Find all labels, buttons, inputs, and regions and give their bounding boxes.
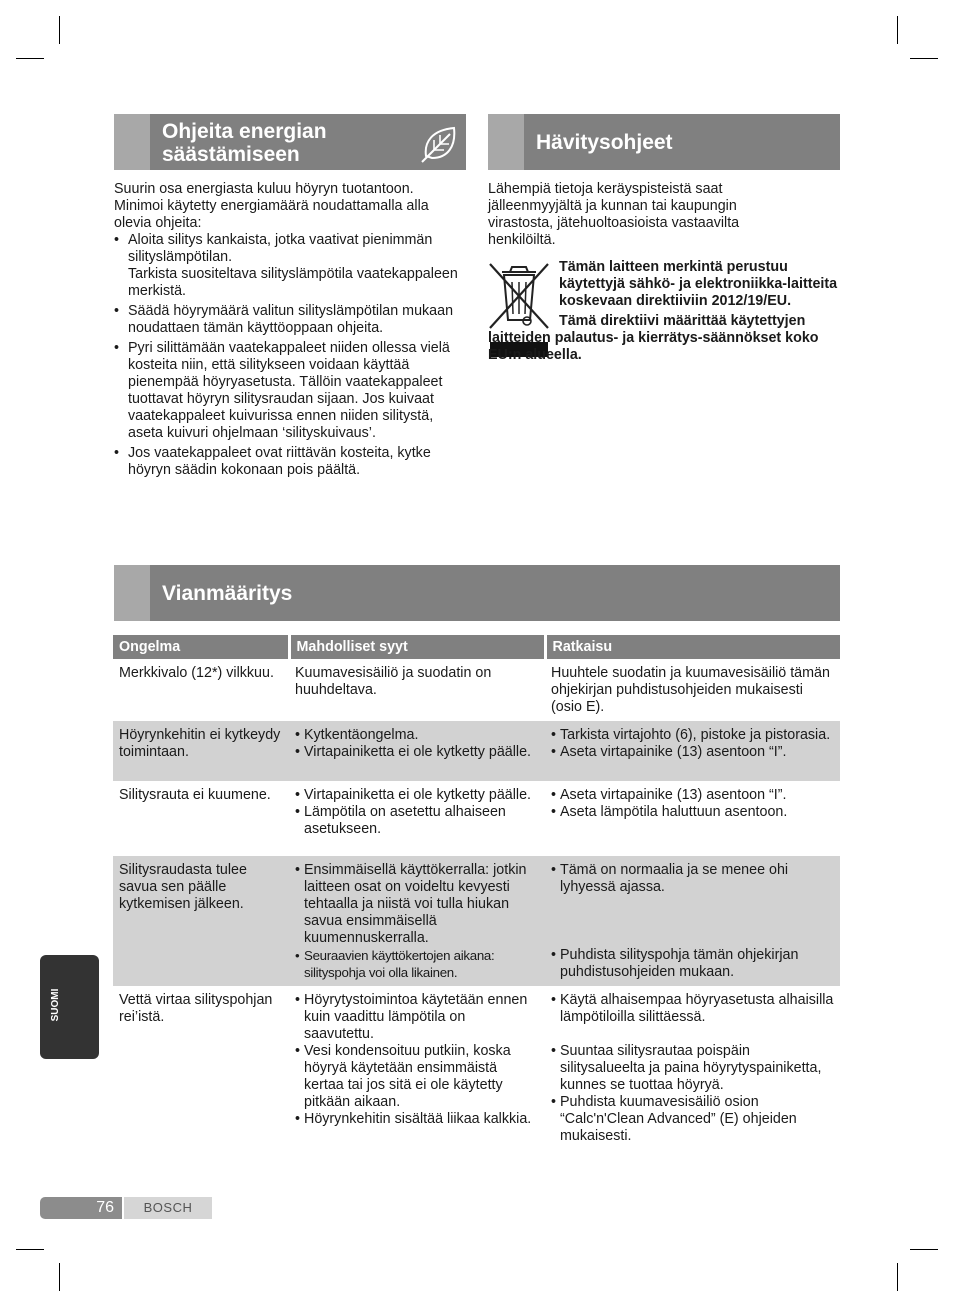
causes-cell (289, 781, 545, 856)
list-item: • Jos vaatekappaleet ovat riittävän kosteita, kytke höyryn säädin kokonaan pois päältä. (114, 445, 466, 479)
language-label: SUOMI (50, 988, 61, 1022)
page-number: 76 (40, 1197, 122, 1219)
weee-paragraph-1: Tämän laitteen merkintä perustuu käytettyjä sähkö- ja elektroniikka-laitteita koskevaan direktiiviin 2012/19/EU. (559, 259, 838, 309)
list-item: • Aseta lämpötila haluttuun asentoon. (551, 804, 834, 821)
solutions-list (551, 787, 834, 821)
causes-cell (289, 721, 545, 781)
energy-section-title (162, 120, 327, 166)
problem-cell: Vettä virtaa silityspohjan rei’istä. (119, 992, 273, 1025)
causes-cell (289, 986, 545, 1150)
list-item: • Seuraavien käyttökertojen aikana: silityspohja voi olla likainen. (295, 947, 539, 981)
solutions-list (551, 727, 834, 761)
list-item: • Aseta virtapainike (13) asentoon “I”. (551, 787, 834, 804)
disposal-section-title: Hävitysohjeet (536, 131, 673, 154)
troubleshooting-section-title: Vianmääritys (162, 582, 293, 605)
column-header-solution: Ratkaisu (545, 635, 840, 659)
problem-cell: Merkkivalo (12*) vilkkuu. (119, 665, 274, 681)
table-row (113, 721, 840, 781)
troubleshooting-table (113, 635, 840, 1150)
causes-cell: Kuumavesisäiliö ja suodatin on huuhdeltava. (295, 665, 492, 698)
brand-name: BOSCH (124, 1197, 212, 1219)
troubleshooting-section-header (114, 565, 840, 621)
crop-mark (16, 1249, 44, 1250)
disposal-intro: Lähempiä tietoja keräyspisteistä saat jälleenmyyjältä ja kunnan tai kaupungin virastosta, jätehuoltoasioista vastaavilta henkilöiltä. (488, 181, 740, 248)
solutions-cell (545, 856, 840, 986)
causes-list (295, 727, 539, 761)
table-row (113, 781, 840, 856)
leaf-icon (420, 122, 460, 164)
solutions-list (551, 992, 834, 1145)
table-row (113, 986, 840, 1150)
list-item: • Höyrynkehitin sisältää liikaa kalkkia. (295, 1111, 539, 1128)
crop-mark (59, 16, 60, 44)
table-header-row (113, 635, 840, 659)
title-line: Ohjeita energian (162, 120, 327, 143)
list-item: • Virtapainiketta ei ole kytketty päälle. (295, 787, 539, 804)
column-header-causes: Mahdolliset syyt (289, 635, 545, 659)
list-item: • Säädä höyrymäärä valitun silityslämpötilan mukaan noudattaen tämän käyttöoppaan ohjeita. (114, 303, 466, 337)
list-item: • Lämpötila on asetettu alhaiseen asetukseen. (295, 804, 539, 838)
weee-text (488, 259, 840, 364)
crop-mark (16, 58, 44, 59)
list-item: • Tämä on normaalia ja se menee ohi lyhyessä ajassa. (551, 862, 834, 896)
solutions-cell (545, 721, 840, 781)
problem-cell: Silitysraudasta tulee savua sen päälle kytkemisen jälkeen. (113, 856, 289, 986)
disposal-section-header (488, 114, 840, 170)
causes-cell (289, 856, 545, 986)
list-item: • Suuntaa silitysrautaa poispäin silitysalueelta ja paina höyrytyspainiketta, kunnes se tuottaa höyryä. (551, 1043, 834, 1094)
problem-cell: Silitysrauta ei kuumene. (119, 787, 271, 803)
list-item (114, 232, 466, 300)
energy-intro: Suurin osa energiasta kuluu höyryn tuotantoon. Minimoi käytetty energiamäärä noudattamalla alla olevia ohjeita: (114, 181, 429, 231)
crop-mark (59, 1263, 60, 1291)
causes-list (295, 992, 539, 1128)
list-item: • Puhdista silityspohja tämän ohjekirjan puhdistusohjeiden mukaan. (551, 947, 834, 981)
list-item: • Kytkentäongelma. (295, 727, 539, 744)
header-tab (488, 114, 524, 170)
title-line: säästämiseen (162, 143, 300, 166)
solutions-cell (545, 781, 840, 856)
table-row (113, 856, 840, 986)
list-item: • Höyrytystoimintoa käytetään ennen kuin vaadittu lämpötila on saavutettu. (295, 992, 539, 1043)
list-item: • Pyri silittämään vaatekappaleet niiden ollessa vielä kosteita niin, että silitykseen voidaan käyttää pienempää höyryasetusta. Tällöin vaatekappaleet tuottavat höyryn silitysraudan sijaan. Jos kuivaat vaatekappaleet kuivurissa ennen niiden silitystä, aseta kuivuri ohjelmaan ‘silityskuivaus’. (114, 340, 466, 442)
list-item: • Puhdista kuumavesisäiliö osion “Calc'n'Clean Advanced” (E) ohjeiden mukaisesti. (551, 1094, 834, 1145)
crop-mark (910, 58, 938, 59)
list-item-note: Tarkista suositeltava silityslämpötila vaatekappaleen merkistä. (128, 266, 458, 299)
solutions-list (551, 862, 834, 981)
energy-body (114, 181, 466, 479)
causes-list (295, 862, 539, 981)
language-tab (40, 955, 99, 1059)
list-item-text: Aloita silitys kankaista, jotka vaativat pienimmän silityslämpötilan. (128, 232, 433, 265)
weee-paragraph-2: Tämä direktiivi määrittää käytettyjen laitteiden palautus- ja kierrätys-säännökset koko EU:n alueella. (488, 313, 819, 363)
column-header-problem: Ongelma (113, 635, 289, 659)
energy-list (114, 232, 466, 479)
list-item: • Virtapainiketta ei ole kytketty päälle. (295, 744, 539, 761)
table-row (113, 659, 840, 721)
header-tab (114, 565, 150, 621)
solutions-cell: Huuhtele suodatin ja kuumavesisäiliö tämän ohjekirjan puhdistusohjeiden mukaisesti (osio E). (551, 665, 830, 715)
list-item: • Aseta virtapainike (13) asentoon “I”. (551, 744, 834, 761)
list-item: • Tarkista virtajohto (6), pistoke ja pistorasia. (551, 727, 834, 744)
list-item: • Ensimmäisellä käyttökerralla: jotkin laitteen osat on voideltu kevyesti tehtaalla ja niistä voi tulla hiukan savua ensimmäisellä kuumennuskerralla. (295, 862, 539, 947)
energy-section-header (114, 114, 466, 170)
crop-mark (897, 16, 898, 44)
problem-cell: Höyrynkehitin ei kytkeydy toimintaan. (113, 721, 289, 781)
crop-mark (897, 1263, 898, 1291)
header-tab (114, 114, 150, 170)
causes-list (295, 787, 539, 838)
list-item: • Käytä alhaisempaa höyryasetusta alhaisilla lämpötiloilla silittäessä. (551, 992, 834, 1026)
crop-mark (910, 1249, 938, 1250)
list-item: • Vesi kondensoituu putkiin, koska höyryä käytetään ensimmäistä kertaa tai jos sitä ei ole käytetty pitkään aikaan. (295, 1043, 539, 1111)
solutions-cell (545, 986, 840, 1150)
